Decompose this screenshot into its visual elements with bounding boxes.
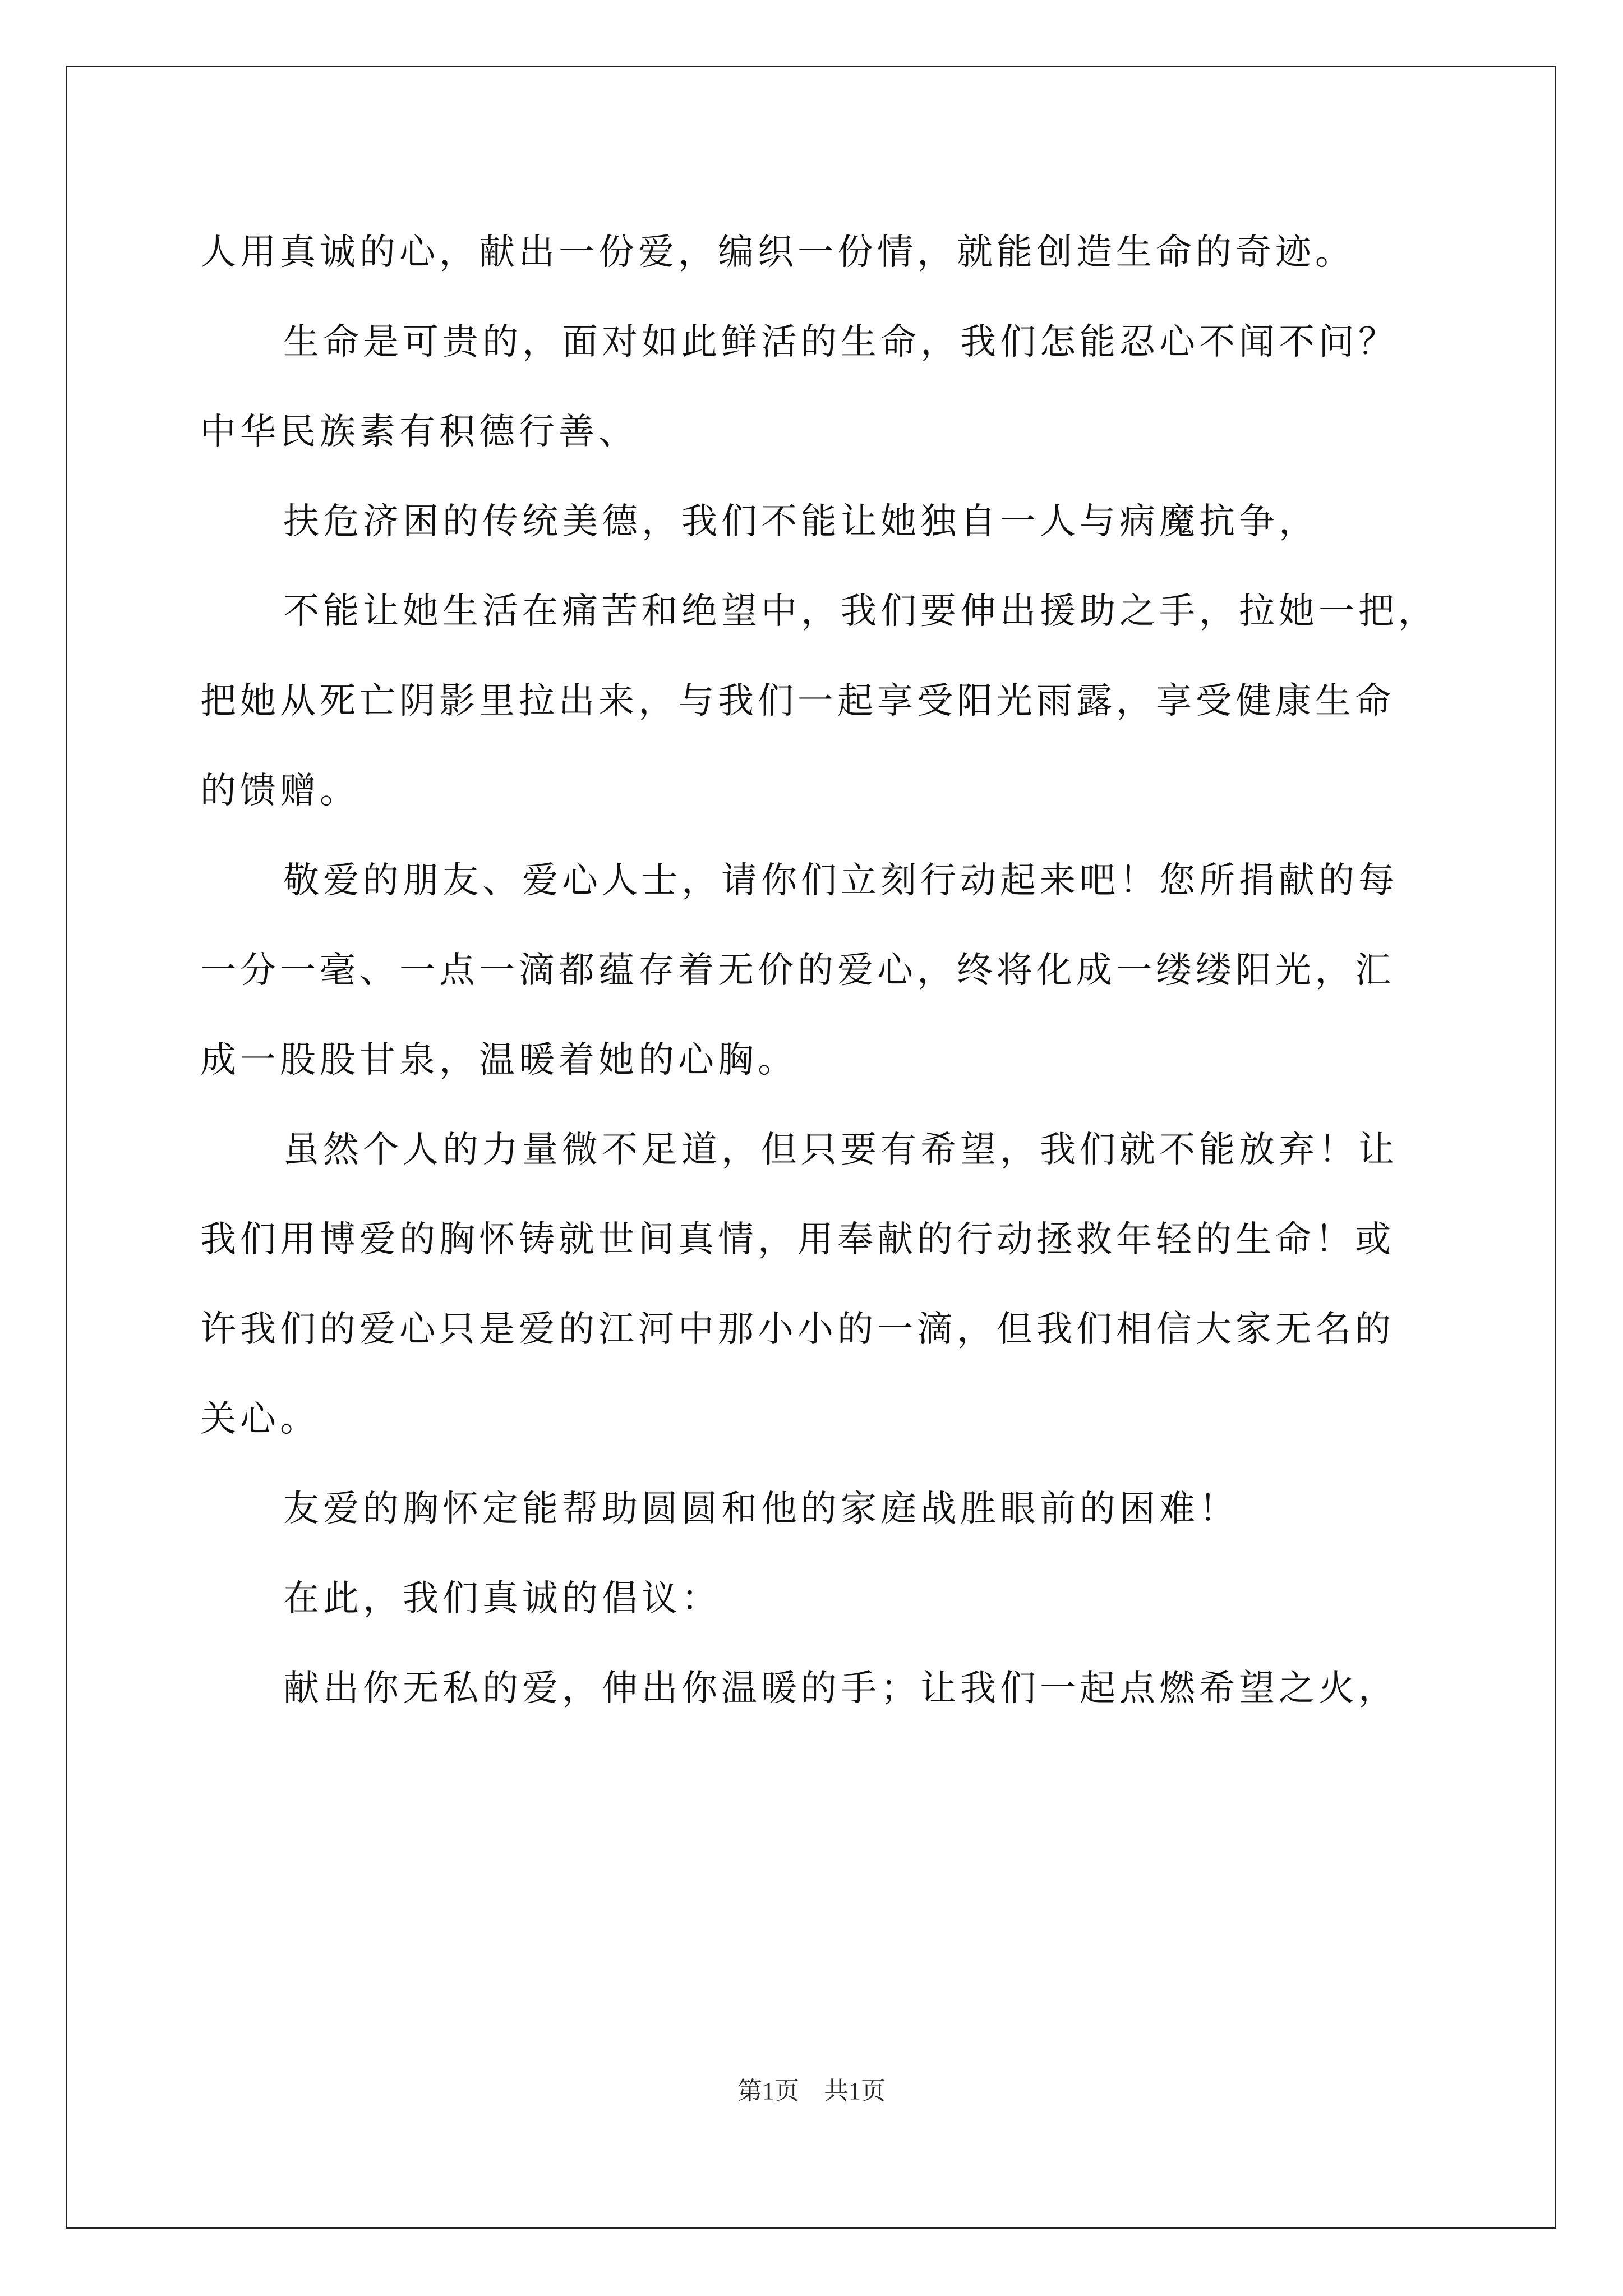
text-line: 不能让她生活在痛苦和绝望中，我们要伸出援助之手，拉她一把，: [283, 591, 1438, 632]
text-line: 我们用博爱的胸怀铸就世间真情，用奉献的行动拯救年轻的生命！或: [200, 1219, 1395, 1260]
page-footer: [0, 2076, 1623, 2107]
text-line: 的馈赠。: [200, 770, 359, 812]
text-line: 虽然个人的力量微不足道，但只要有希望，我们就不能放弃！让: [283, 1129, 1398, 1171]
text-line: 在此，我们真诚的倡议：: [283, 1578, 721, 1619]
text-line: 关心。: [200, 1398, 320, 1440]
text-line: 友爱的胸怀定能帮助圆圆和他的家庭战胜眼前的困难！: [283, 1488, 1239, 1530]
page-number: 第1页: [737, 2077, 799, 2105]
text-line: 中华民族素有积德行善、: [200, 411, 638, 453]
text-line: 献出你无私的爱，伸出你温暖的手；让我们一起点燃希望之火，: [283, 1668, 1398, 1709]
text-line: 成一股股甘泉，温暖着她的心胸。: [200, 1039, 797, 1081]
text-line: 生命是可贵的，面对如此鲜活的生命，我们怎能忍心不闻不问？: [283, 321, 1398, 363]
text-line: 敬爱的朋友、爱心人士，请你们立刻行动起来吧！您所捐献的每: [283, 860, 1398, 901]
page-total: 共1页: [824, 2077, 886, 2105]
text-line: 一分一毫、一点一滴都蕴存着无价的爱心，终将化成一缕缕阳光，汇: [200, 950, 1395, 991]
text-line: 许我们的爱心只是爱的江河中那小小的一滴，但我们相信大家无名的: [200, 1309, 1395, 1350]
text-line: 人用真诚的心，献出一份爱，编织一份情，就能创造生命的奇迹。: [200, 232, 1355, 273]
text-line: 把她从死亡阴影里拉出来，与我们一起享受阳光雨露，享受健康生命: [200, 680, 1395, 722]
text-line: 扶危济困的传统美德，我们不能让她独自一人与病魔抗争，: [283, 501, 1318, 542]
